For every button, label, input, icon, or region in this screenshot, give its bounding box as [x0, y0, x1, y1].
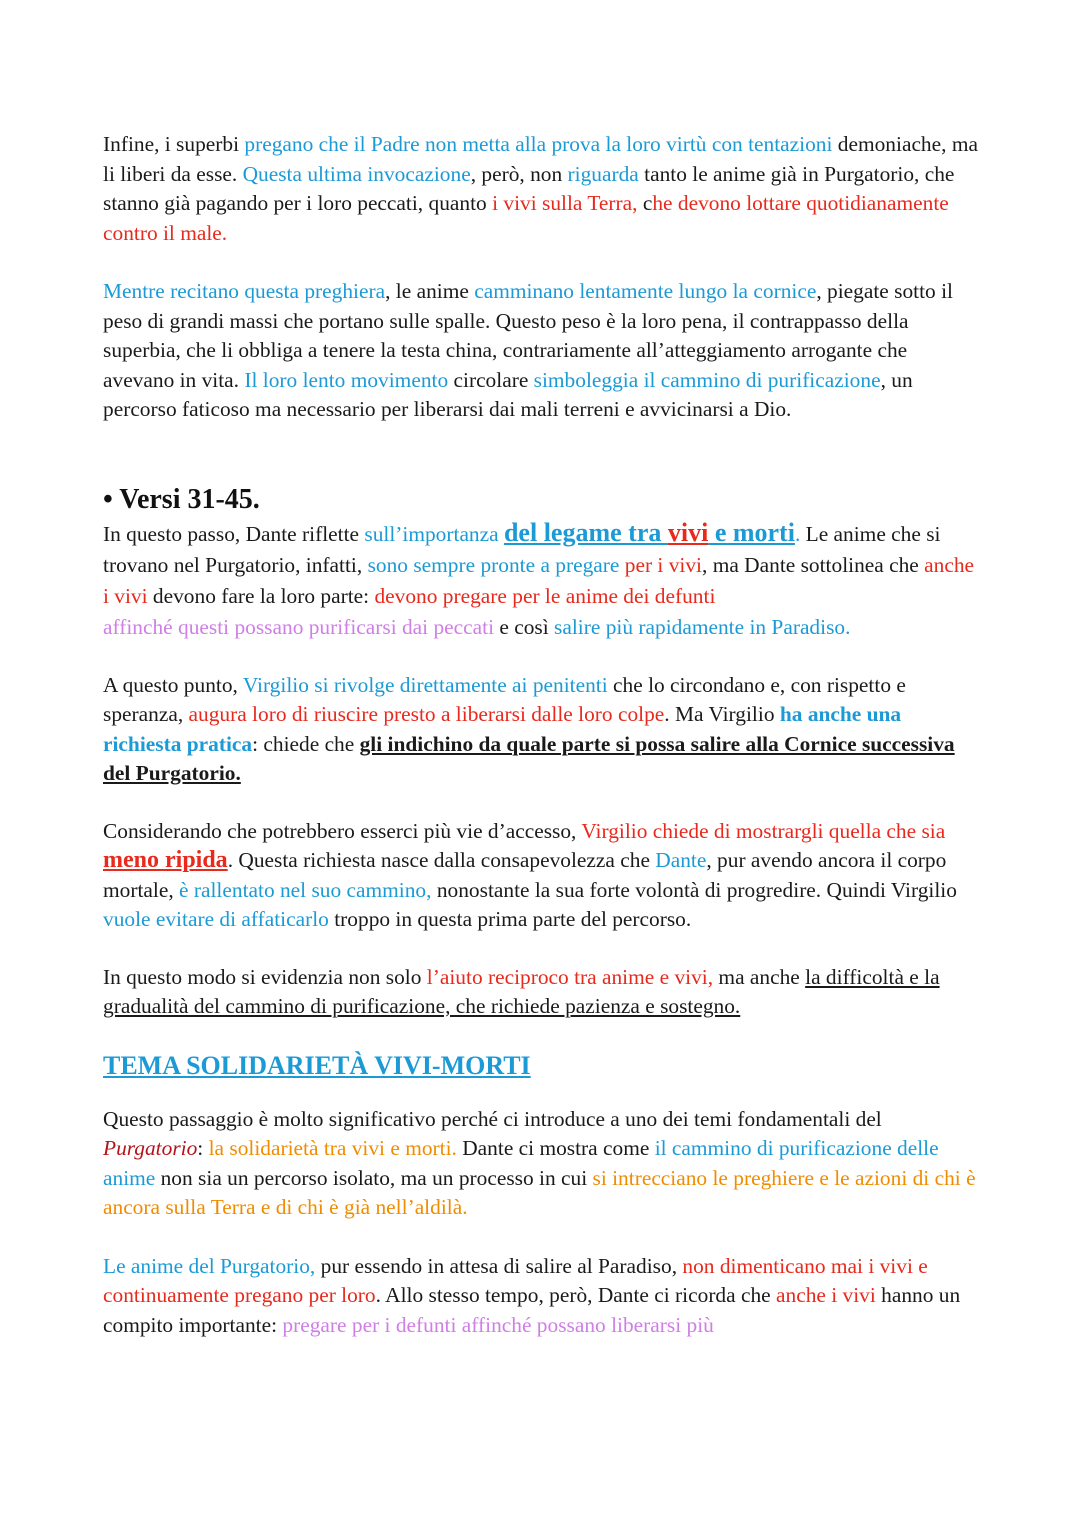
text-run: c — [637, 191, 653, 215]
highlight-blue: salire più rapidamente in Paradiso. — [554, 614, 851, 639]
text-run: tanto le anime già in Purgatorio, che stanno già pagando per i loro peccati, quanto — [103, 161, 955, 215]
text-run: , un percorso faticoso ma necessario per liberarsi dai mali terreni e avvicinarsi a Dio. — [103, 367, 913, 421]
highlight-blue: il cammino di purificazione delle anime — [103, 1136, 939, 1190]
paragraph-virgilio-request — [103, 671, 983, 789]
highlight-red: devono pregare per le anime dei defunti — [374, 583, 716, 608]
highlight-orange: si intrecciano le preghiere e le azioni di chi è ancora sulla Terra e di chi è già nell’aldilà. — [103, 1165, 976, 1219]
text-run: Considerando che potrebbero esserci più vie d’accesso, — [103, 818, 582, 843]
text-run: . Questa richiesta nasce dalla consapevolezza che — [227, 848, 656, 872]
highlight-violet: affinché questi possano purificarsi dai peccati — [103, 614, 495, 639]
highlight-blue: riguarda — [567, 161, 639, 186]
text-run: . Allo stesso tempo, però, Dante ci ricorda che — [375, 1283, 777, 1307]
emphasis-red: vivi — [667, 517, 709, 547]
highlight-red: anche i vivi — [103, 552, 975, 608]
highlight-violet: pregare per i defunti affinché possano liberarsi più — [282, 1312, 714, 1337]
text-run: , pur avendo ancora il corpo mortale, — [103, 848, 947, 902]
text-run: circolare — [448, 367, 534, 392]
text-run: hanno un compito importante: — [103, 1283, 961, 1337]
paragraph-souls-walking — [103, 277, 983, 425]
section-heading-versi: • Versi 31-45. — [103, 483, 260, 515]
highlight-red: i vivi sulla Terra, — [492, 191, 638, 215]
text-run: Dante ci mostra come — [456, 1136, 655, 1160]
text-run: : chiede che — [252, 731, 360, 756]
text-run: che lo circondano e, con rispetto e speranza, — [103, 672, 906, 726]
text-run: , le anime — [385, 279, 475, 303]
document-page — [103, 130, 983, 1340]
bold-blue: ha anche una richiesta pratica — [103, 702, 902, 756]
text-run: troppo in questa prima parte del percorso. — [328, 907, 692, 931]
highlight-orange: la solidarietà tra vivi e morti. — [208, 1136, 457, 1160]
text-run: . Ma Virgilio — [664, 702, 780, 726]
highlight-red: anche i vivi — [776, 1283, 876, 1307]
text-run: A questo punto, — [103, 672, 243, 697]
highlight-blue: Le anime del Purgatorio, — [103, 1253, 316, 1278]
highlight-red: he devono lottare quotidianamente contro il male. — [103, 191, 949, 245]
highlight-blue: è rallentato nel suo cammino, — [179, 877, 432, 902]
highlight-blue: sull’importanza — [364, 521, 504, 546]
highlight-blue: Virgilio si rivolge direttamente ai penitenti — [242, 672, 608, 697]
underlined-text: la difficoltà e la gradualità del cammino di purificazione, che richiede pazienza e sostegno. — [103, 964, 940, 1018]
highlight-blue: . — [794, 521, 801, 546]
text-run: : — [197, 1136, 209, 1160]
theme-title: TEMA SOLIDARIETÀ VIVI-MORTI — [103, 1050, 531, 1080]
text-run: Le anime che si trovano nel Purgatorio, infatti, — [103, 521, 941, 577]
text-run: In questo passo, Dante riflette — [103, 521, 365, 546]
paragraph-living-dead-bond — [103, 517, 983, 643]
paragraph-superbi-prayer — [103, 130, 983, 248]
highlight-blue: Dante — [655, 848, 707, 872]
text-run: Infine, i superbi — [103, 132, 245, 156]
text-run: non sia un percorso isolato, ma un processo in cui — [155, 1165, 593, 1190]
text-run: e così — [494, 614, 555, 639]
text-run: pur essendo in attesa di salire al Paradiso, — [315, 1253, 683, 1278]
text-run: , però, non — [470, 161, 568, 186]
highlight-blue: simboleggia il cammino di purificazione — [533, 367, 881, 392]
text-run: nonostante la sua forte volontà di progredire. Quindi Virgilio — [431, 877, 957, 902]
emphasis-blue: del legame tra — [503, 517, 668, 547]
emphasis-blue: e morti — [708, 517, 795, 547]
bold-underlined: gli indichino da quale parte si possa salire alla Cornice successiva del Purgatorio. — [103, 731, 955, 785]
paragraph-mutual-help — [103, 963, 983, 1022]
text-run: demoniache, ma li liberi da esse. — [103, 132, 978, 186]
paragraph-souls-pray — [103, 1252, 983, 1341]
highlight-blue: Questa ultima invocazione — [242, 161, 471, 186]
text-run: ma anche — [713, 964, 806, 989]
text-run: In questo modo si evidenzia non solo — [103, 964, 427, 989]
highlight-blue: vuole evitare di affaticarlo — [103, 907, 329, 931]
text-run: , piegate sotto il peso di grandi massi che portano sulle spalle. Questo peso è la loro pena, il contrappasso della superbia, che li obbliga a tenere la testa china, contrariamente all’atteggiamento arrogante che avevano in vita. — [103, 279, 953, 392]
highlight-red: augura loro di riuscire presto a liberarsi dalle loro colpe — [188, 702, 665, 726]
paragraph-solidarity — [103, 1105, 983, 1223]
highlight-red: per i vivi — [619, 552, 702, 577]
highlight-blue: sono sempre pronte a pregare — [367, 552, 620, 577]
text-run: Questo passaggio è molto significativo perché ci introduce a uno dei temi fondamentali del — [103, 1106, 882, 1131]
highlight-blue: Il loro lento movimento — [244, 367, 449, 392]
highlight-red: Virgilio chiede di mostrargli quella che sia — [581, 818, 946, 843]
highlight-blue: Mentre recitano questa preghiera — [103, 279, 386, 303]
highlight-blue: camminano lentamente lungo la cornice — [474, 279, 817, 303]
text-run: , ma Dante sottolinea che — [702, 552, 925, 577]
italic-title: Purgatorio — [103, 1136, 198, 1160]
emphasis-red: meno ripida — [103, 847, 228, 873]
highlight-red: non dimenticano mai i vivi e continuamente pregano per loro — [103, 1253, 928, 1307]
highlight-blue: pregano che il Padre non metta alla prova la loro virtù con tentazioni — [244, 132, 833, 156]
highlight-red: l’aiuto reciproco tra anime e vivi, — [426, 964, 714, 989]
paragraph-less-steep — [103, 817, 983, 935]
text-run: devono fare la loro parte: — [147, 583, 375, 608]
